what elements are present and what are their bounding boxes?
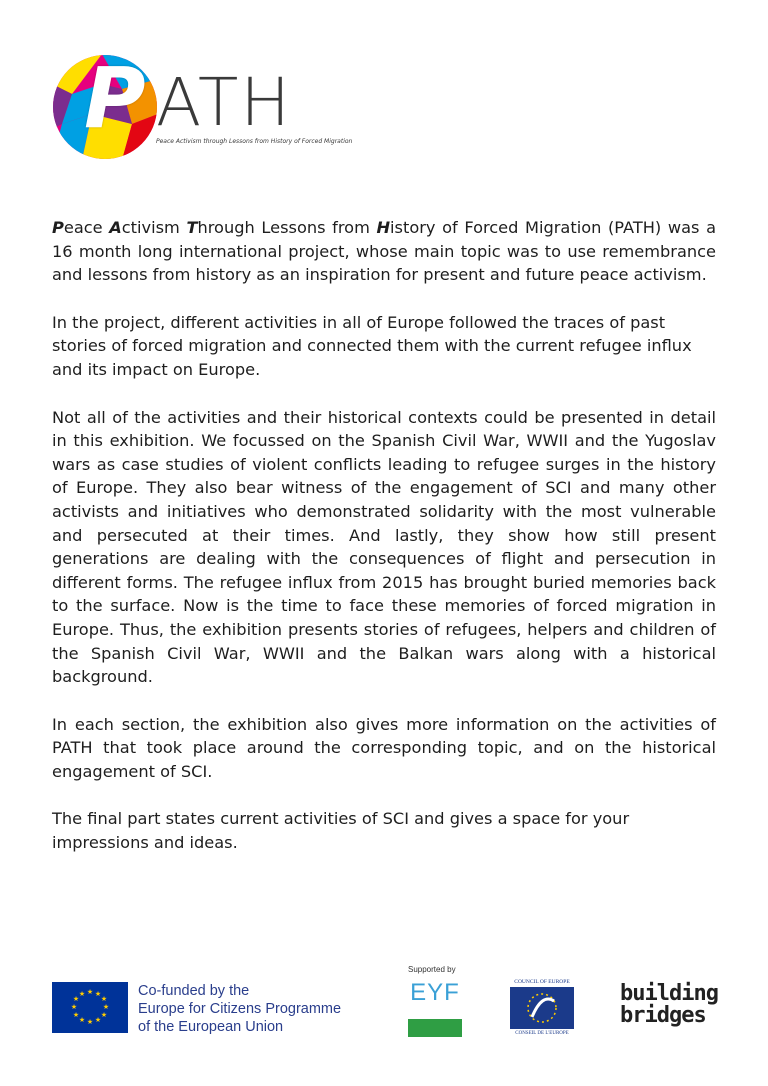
svg-text:★: ★ <box>72 1011 80 1019</box>
sponsor-footer <box>0 965 768 1045</box>
svg-text:★: ★ <box>78 990 86 998</box>
svg-text:★: ★ <box>70 1003 78 1011</box>
intro-word-3: hrough Lessons from <box>197 218 377 237</box>
coe-top-text: COUNCIL OF EUROPE <box>514 979 570 985</box>
svg-text:★: ★ <box>100 995 108 1003</box>
logo-tagline: Peace Activism through Lessons from History of Forced Migration <box>156 138 353 145</box>
initial-a: A <box>109 218 122 237</box>
logo-text: ATH <box>156 64 292 141</box>
eyf-green-bar <box>408 1019 462 1037</box>
building-bridges-logo <box>620 983 720 1033</box>
eu-line-3: of the European Union <box>138 1019 284 1035</box>
intro-word-1: eace <box>63 218 110 237</box>
body-text <box>52 216 716 879</box>
svg-text:★: ★ <box>78 1016 86 1024</box>
bb-line-1: building <box>620 981 718 1006</box>
eu-line-2: Europe for Citizens Programme <box>138 1001 342 1017</box>
svg-text:★: ★ <box>94 990 102 998</box>
path-logo <box>52 49 353 160</box>
eyf-logo <box>408 979 462 1039</box>
eyf-text: EYF <box>410 979 460 1006</box>
intro-word-2: ctivism <box>121 218 187 237</box>
intro-rest: istory of Forced Migration (PATH) was a 16 month long international project, whose main topic was to use remembrance and lessons from history as an inspiration for present and future peace activism. <box>52 218 716 285</box>
initial-t: T <box>186 218 198 237</box>
eu-funding-text <box>138 982 341 1036</box>
paragraph-project: In the project, different activities in all of Europe followed the traces of past stories of forced migration and connected them with the current refugee influx and its impact on Europe. <box>52 312 692 379</box>
paragraph-final: The final part states current activities of SCI and gives a space for your impressions and ideas. <box>52 809 630 853</box>
svg-text:★: ★ <box>94 1016 102 1024</box>
initial-p: P <box>52 218 64 237</box>
eu-flag-icon <box>52 982 128 1033</box>
council-of-europe-logo <box>508 979 576 1041</box>
paragraph-intro <box>52 216 716 287</box>
coe-bottom-text: CONSEIL DE L'EUROPE <box>515 1031 569 1036</box>
coe-emblem-icon <box>510 987 574 1029</box>
initial-h: H <box>376 218 391 237</box>
svg-text:★: ★ <box>100 1011 108 1019</box>
bb-line-2: bridges <box>620 1003 706 1028</box>
svg-text:★: ★ <box>72 995 80 1003</box>
logo-letter-p: P <box>84 49 146 147</box>
svg-text:★: ★ <box>86 988 94 996</box>
eu-line-1: Co-funded by the <box>138 983 250 999</box>
paragraph-sections: In each section, the exhibition also gives more information on the activities of PATH that took place around the corresponding topic, and on the historical engagement of SCI. <box>52 714 716 781</box>
supported-by-label: Supported by <box>408 965 456 974</box>
svg-text:★: ★ <box>102 1003 110 1011</box>
paragraph-exhibition: Not all of the activities and their historical contexts could be presented in detail in this exhibition. We focussed on the Spanish Civil War, WWII and the Yugoslav wars as case studies of violent conflicts leading to refugee surges in the history of Europe. They also bear witness of the engagement of SCI and many other activists and initiatives who demonstrated solidarity with the most vulnerable and persecuted at their times. And lastly, they show how still present generations are dealing with the consequences of flight and persecution in different forms. The refugee influx from 2015 has brought buried memories back to the surface. Now is the time to face these memories of forced migration in Europe. Thus, the exhibition presents stories of refugees, helpers and children of the Spanish Civil War, WWII and the Balkan wars along with a historical background. <box>52 407 716 687</box>
svg-text:★: ★ <box>86 1018 94 1026</box>
